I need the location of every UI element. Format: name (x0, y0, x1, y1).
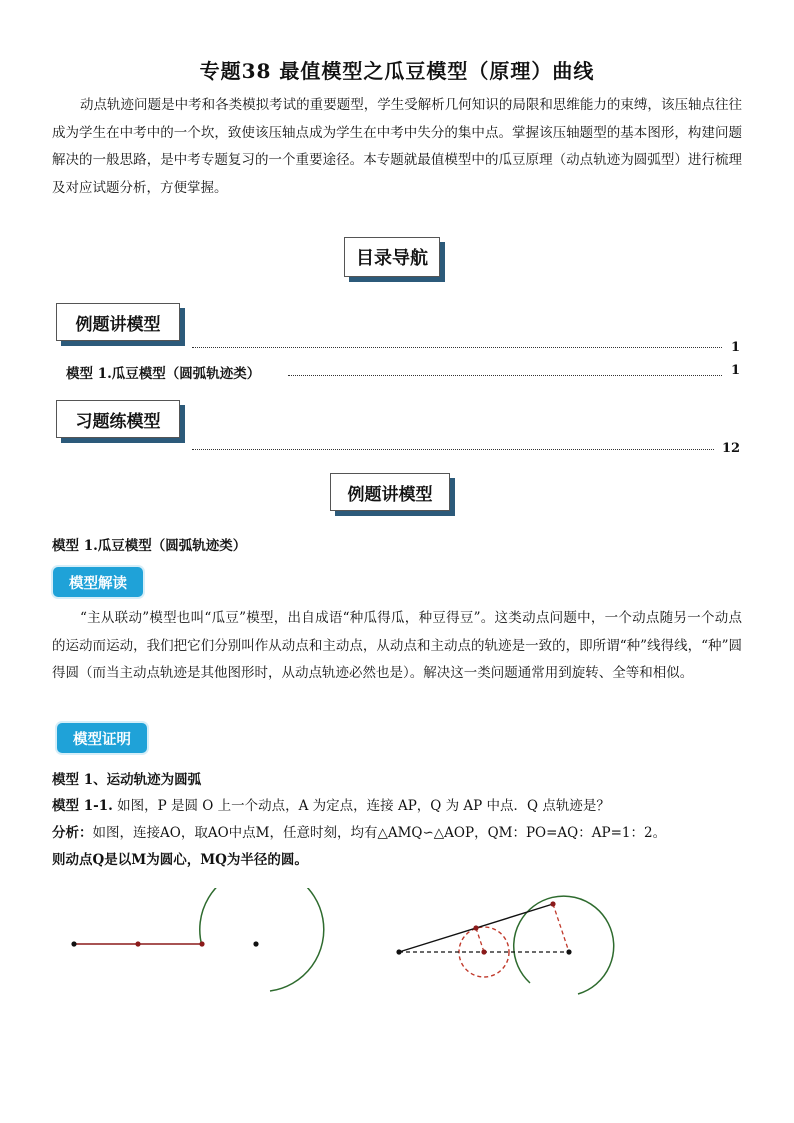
point-o (253, 941, 258, 946)
model-heading: 模型 1.瓜豆模型（圆弧轨迹类） (52, 538, 247, 554)
proof-question-label: 模型 1-1. (52, 798, 113, 814)
interpret-paragraph (52, 605, 742, 688)
segment-op (553, 904, 569, 952)
circle-o (514, 896, 614, 994)
section-banner: 例题讲模型 (330, 473, 450, 511)
analysis-label: 分析： (52, 825, 93, 841)
toc-dots (192, 449, 714, 450)
toc-section-2-banner[interactable]: 习题练模型 (56, 400, 180, 438)
circle-o (200, 888, 324, 991)
proof-question (52, 794, 610, 814)
interpret-text: “主从联动”模型也叫“瓜豆”模型，出自成语“种瓜得瓜，种豆得豆”。这类动点问题中，一个动点随另一个动点的运动而运动，我们把它们分别叫作从动点和主动点，从动点和主动点的轨迹是一致的，即所谓“种”线得线，“种”圆得圆（而当主动点轨迹是其他图形时，从动点轨迹必然也是）。解决这一类问题通常用到旋转、全等和相似。 (52, 610, 742, 681)
point-p (199, 941, 204, 946)
point-m (481, 949, 486, 954)
badge-model-interpret: 模型解读 (53, 567, 143, 597)
figure-2 (390, 895, 630, 1000)
toc-page-number: 1 (731, 340, 741, 355)
intro-paragraph (52, 92, 742, 202)
intro-text: 动点轨迹问题是中考和各类模拟考试的重要题型，学生受解析几何知识的局限和思维能力的束缚，该压轴点往往成为学生在中考中的一个坎，致使该压轴点成为学生在中考中失分的集中点。掌握该压轴题型的基本图形，构建问题解决的一般思路，是中考专题复习的一个重要途径。本专题就最值模型中的瓜豆原理（动点轨迹为圆弧型）进行梳理及对应试题分析，方便掌握。 (52, 97, 742, 196)
point-a (396, 949, 401, 954)
point-q (473, 925, 478, 930)
page-title: 专题38 最值模型之瓜豆模型（原理）曲线 (199, 59, 595, 83)
analysis-text: 如图，连接AO，取AO中点M，任意时刻，均有△AMQ∽△AOP，QM：PO=AQ：AP=1：2。 (92, 825, 667, 841)
conclusion-line: 则动点Q是以M为圆心，MQ为半径的圆。 (52, 852, 308, 868)
proof-heading: 模型 1、运动轨迹为圆弧 (52, 772, 202, 788)
toc-item-model-1[interactable]: 模型 1.瓜豆模型（圆弧轨迹类） (66, 366, 261, 382)
badge-model-proof: 模型证明 (57, 723, 147, 753)
point-q (135, 941, 140, 946)
toc-dots (192, 347, 722, 348)
toc-dots (288, 375, 722, 376)
analysis-line (52, 821, 666, 841)
figure-1 (60, 888, 330, 998)
point-a (71, 941, 76, 946)
toc-nav-title: 目录导航 (344, 237, 440, 277)
toc-page-number: 12 (722, 441, 741, 456)
segment-mq (476, 928, 484, 952)
toc-section-1-banner[interactable]: 例题讲模型 (56, 303, 180, 341)
toc-page-number: 1 (731, 363, 741, 378)
proof-question-text: 如图，P 是圆 O 上一个动点，A 为定点，连接 AP，Q 为 AP 中点．Q 点轨迹是？ (112, 798, 610, 814)
point-p (550, 901, 555, 906)
point-o (566, 949, 571, 954)
